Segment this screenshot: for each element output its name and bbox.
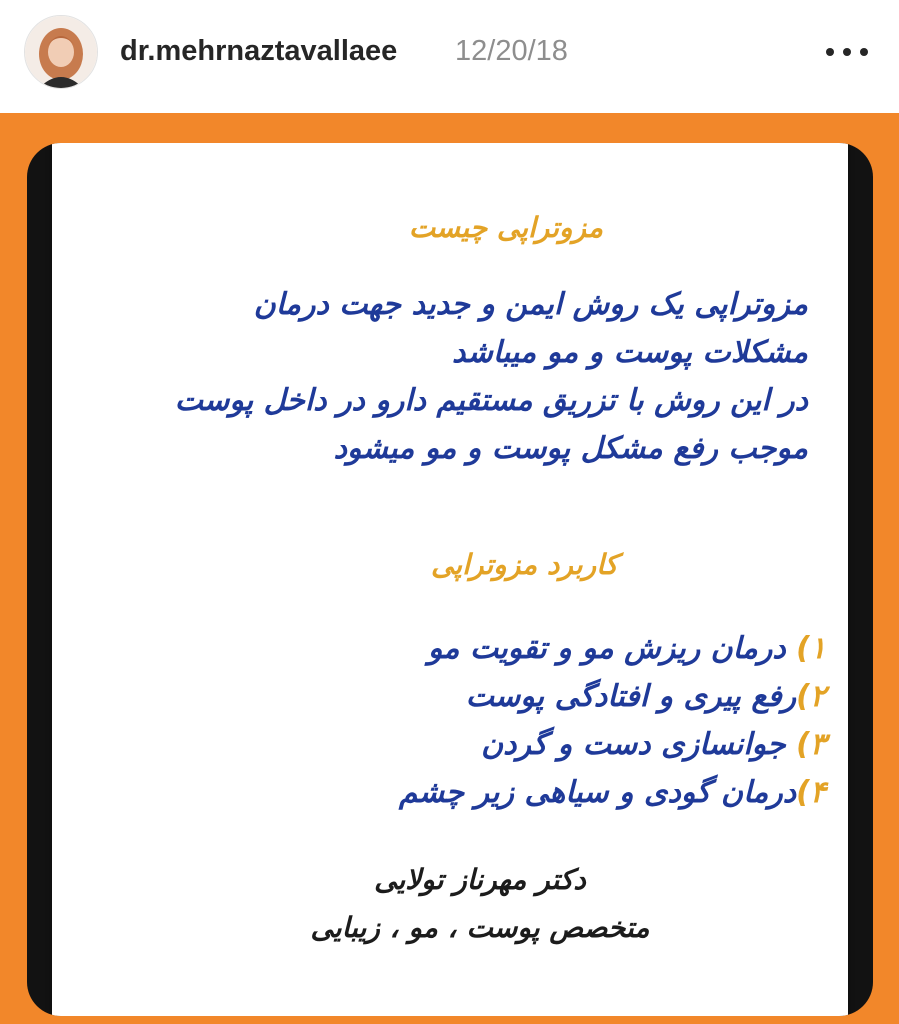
list-text: درمان گودی و سیاهی زیر چشم (398, 775, 797, 810)
signature-name: دکتر مهرناز تولایی (374, 863, 586, 896)
intro-line: مزوتراپی یک روش ایمن و جدید جهت درمان (253, 287, 808, 322)
intro-line: مشکلات پوست و مو میباشد (451, 335, 808, 370)
post-header (0, 0, 899, 113)
uses-title: کاربرد مزوتراپی (431, 548, 618, 581)
signature-title: متخصص پوست ، مو ، زیبایی (310, 911, 650, 944)
list-item (92, 625, 826, 673)
list-item (92, 673, 826, 721)
dot-icon (826, 48, 834, 56)
list-text: رفع پیری و افتادگی پوست (465, 679, 797, 714)
list-number: ۲) (796, 679, 826, 714)
ellipsis-horizontal-icon[interactable] (826, 38, 868, 66)
list-text: جوانسازی دست و گردن (481, 727, 797, 762)
list-number: ۴) (796, 775, 826, 810)
card-title: مزوتراپی چیست (408, 211, 603, 244)
intro-line: در این روش با تزریق مستقیم دارو در داخل پوست (174, 383, 808, 418)
dot-icon (843, 48, 851, 56)
post-image[interactable] (0, 113, 899, 1024)
intro-line: موجب رفع مشکل پوست و مو میشود (333, 431, 808, 466)
post-username[interactable]: dr.mehrnaztavallaee (120, 35, 398, 67)
image-frame (27, 143, 873, 1016)
post-date: 12/20/18 (455, 35, 568, 67)
list-text: درمان ریزش مو و تقویت مو (427, 631, 797, 666)
list-number: ۳) (796, 727, 826, 762)
list-number: ۱) (796, 631, 826, 666)
list-item (92, 769, 826, 817)
dot-icon (860, 48, 868, 56)
list-item (92, 721, 826, 769)
profile-avatar-icon[interactable] (24, 15, 98, 89)
text-card (52, 143, 848, 1016)
